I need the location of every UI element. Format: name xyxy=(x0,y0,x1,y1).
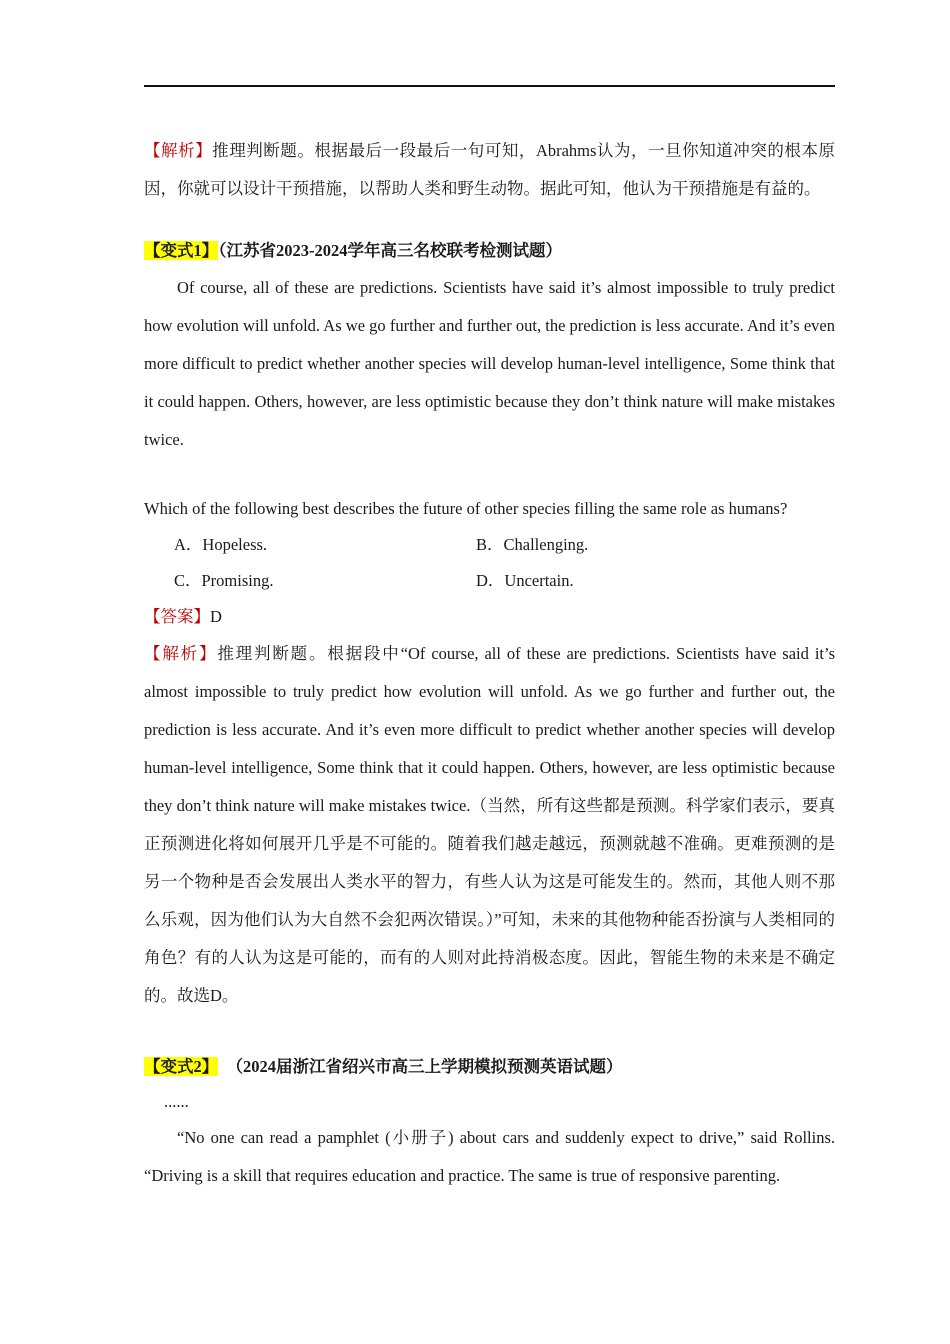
analysis-text: 推理判断题。根据最后一段最后一句可知，Abrahms认为，一旦你知道冲突的根本原因，你就可以设计干预措施，以帮助人类和野生动物。据此可知，他认为干预措施是有益的。 xyxy=(144,141,835,198)
option-b: B．Challenging. xyxy=(476,535,589,554)
variant1-passage: Of course, all of these are predictions. Scientists have said it’s almost impossible to truly predict how evolution will unfold. As we go further and further out, the prediction is less accurate. And it’s even more difficult to predict whether another species will develop human-level intelligence, Some think that it could happen. Others, however, are less optimistic because they don’t think nature will make mistakes twice. xyxy=(144,278,835,449)
option-a: A．Hopeless. xyxy=(174,535,268,554)
answer-tag: 【答案】 xyxy=(144,607,210,626)
variant1-heading xyxy=(144,233,835,269)
variant1-options xyxy=(144,527,835,599)
variant1-answer xyxy=(144,599,835,635)
header-rule xyxy=(144,85,835,87)
answer-value: D xyxy=(210,607,222,626)
analysis-tag: 【解析】 xyxy=(144,141,213,160)
variant2-source: （2024届浙江省绍兴市高三上学期模拟预测英语试题） xyxy=(226,1057,623,1076)
variant2-passage: “No one can read a pamphlet (小册子) about cars and suddenly expect to drive,” said Rollins. “Driving is a skill that requires education and practice. The same is true of responsive parenting. xyxy=(144,1128,835,1185)
variant1-question: Which of the following best describes the future of other species filling the same role as humans? xyxy=(144,499,788,518)
variant1-analysis xyxy=(144,635,835,1015)
analysis-top xyxy=(144,132,835,208)
variant2-heading xyxy=(144,1049,835,1085)
option-c: C．Promising. xyxy=(174,571,274,590)
variant1-tag: 【变式1】 xyxy=(144,241,219,260)
variant2-ellipsis: ...... xyxy=(164,1092,189,1111)
variant2-tag: 【变式2】 xyxy=(144,1057,219,1076)
option-d: D．Uncertain. xyxy=(476,571,574,590)
analysis-tag: 【解析】 xyxy=(144,644,218,663)
document-body xyxy=(144,132,835,1195)
variant1-source: （江苏省2023-2024学年高三名校联考检测试题） xyxy=(218,241,562,260)
analysis-text: 推理判断题。根据段中“Of course, all of these are predictions. Scientists have said it’s almost impossible to truly predict how evolution will unfold. As we go further and further out, the prediction is less accurate. And it’s even more difficult to predict whether another species will develop human-level intelligence, Some think that it could happen. Others, however, are less optimistic because they don’t think nature will make mistakes twice.（当然，所有这些都是预测。科学家们表示，要真正预测进化将如何展开几乎是不可能的。随着我们越走越远，预测就越不准确。更难预测的是另一个物种是否会发展出人类水平的智力，有些人认为这是可能发生的。然而，其他人则不那么乐观，因为他们认为大自然不会犯两次错误。）”可知，未来的其他物种能否扮演与人类相同的角色？有的人认为这是可能的，而有的人则对此持消极态度。因此，智能生物的未来是不确定的。故选D。 xyxy=(144,644,836,1005)
